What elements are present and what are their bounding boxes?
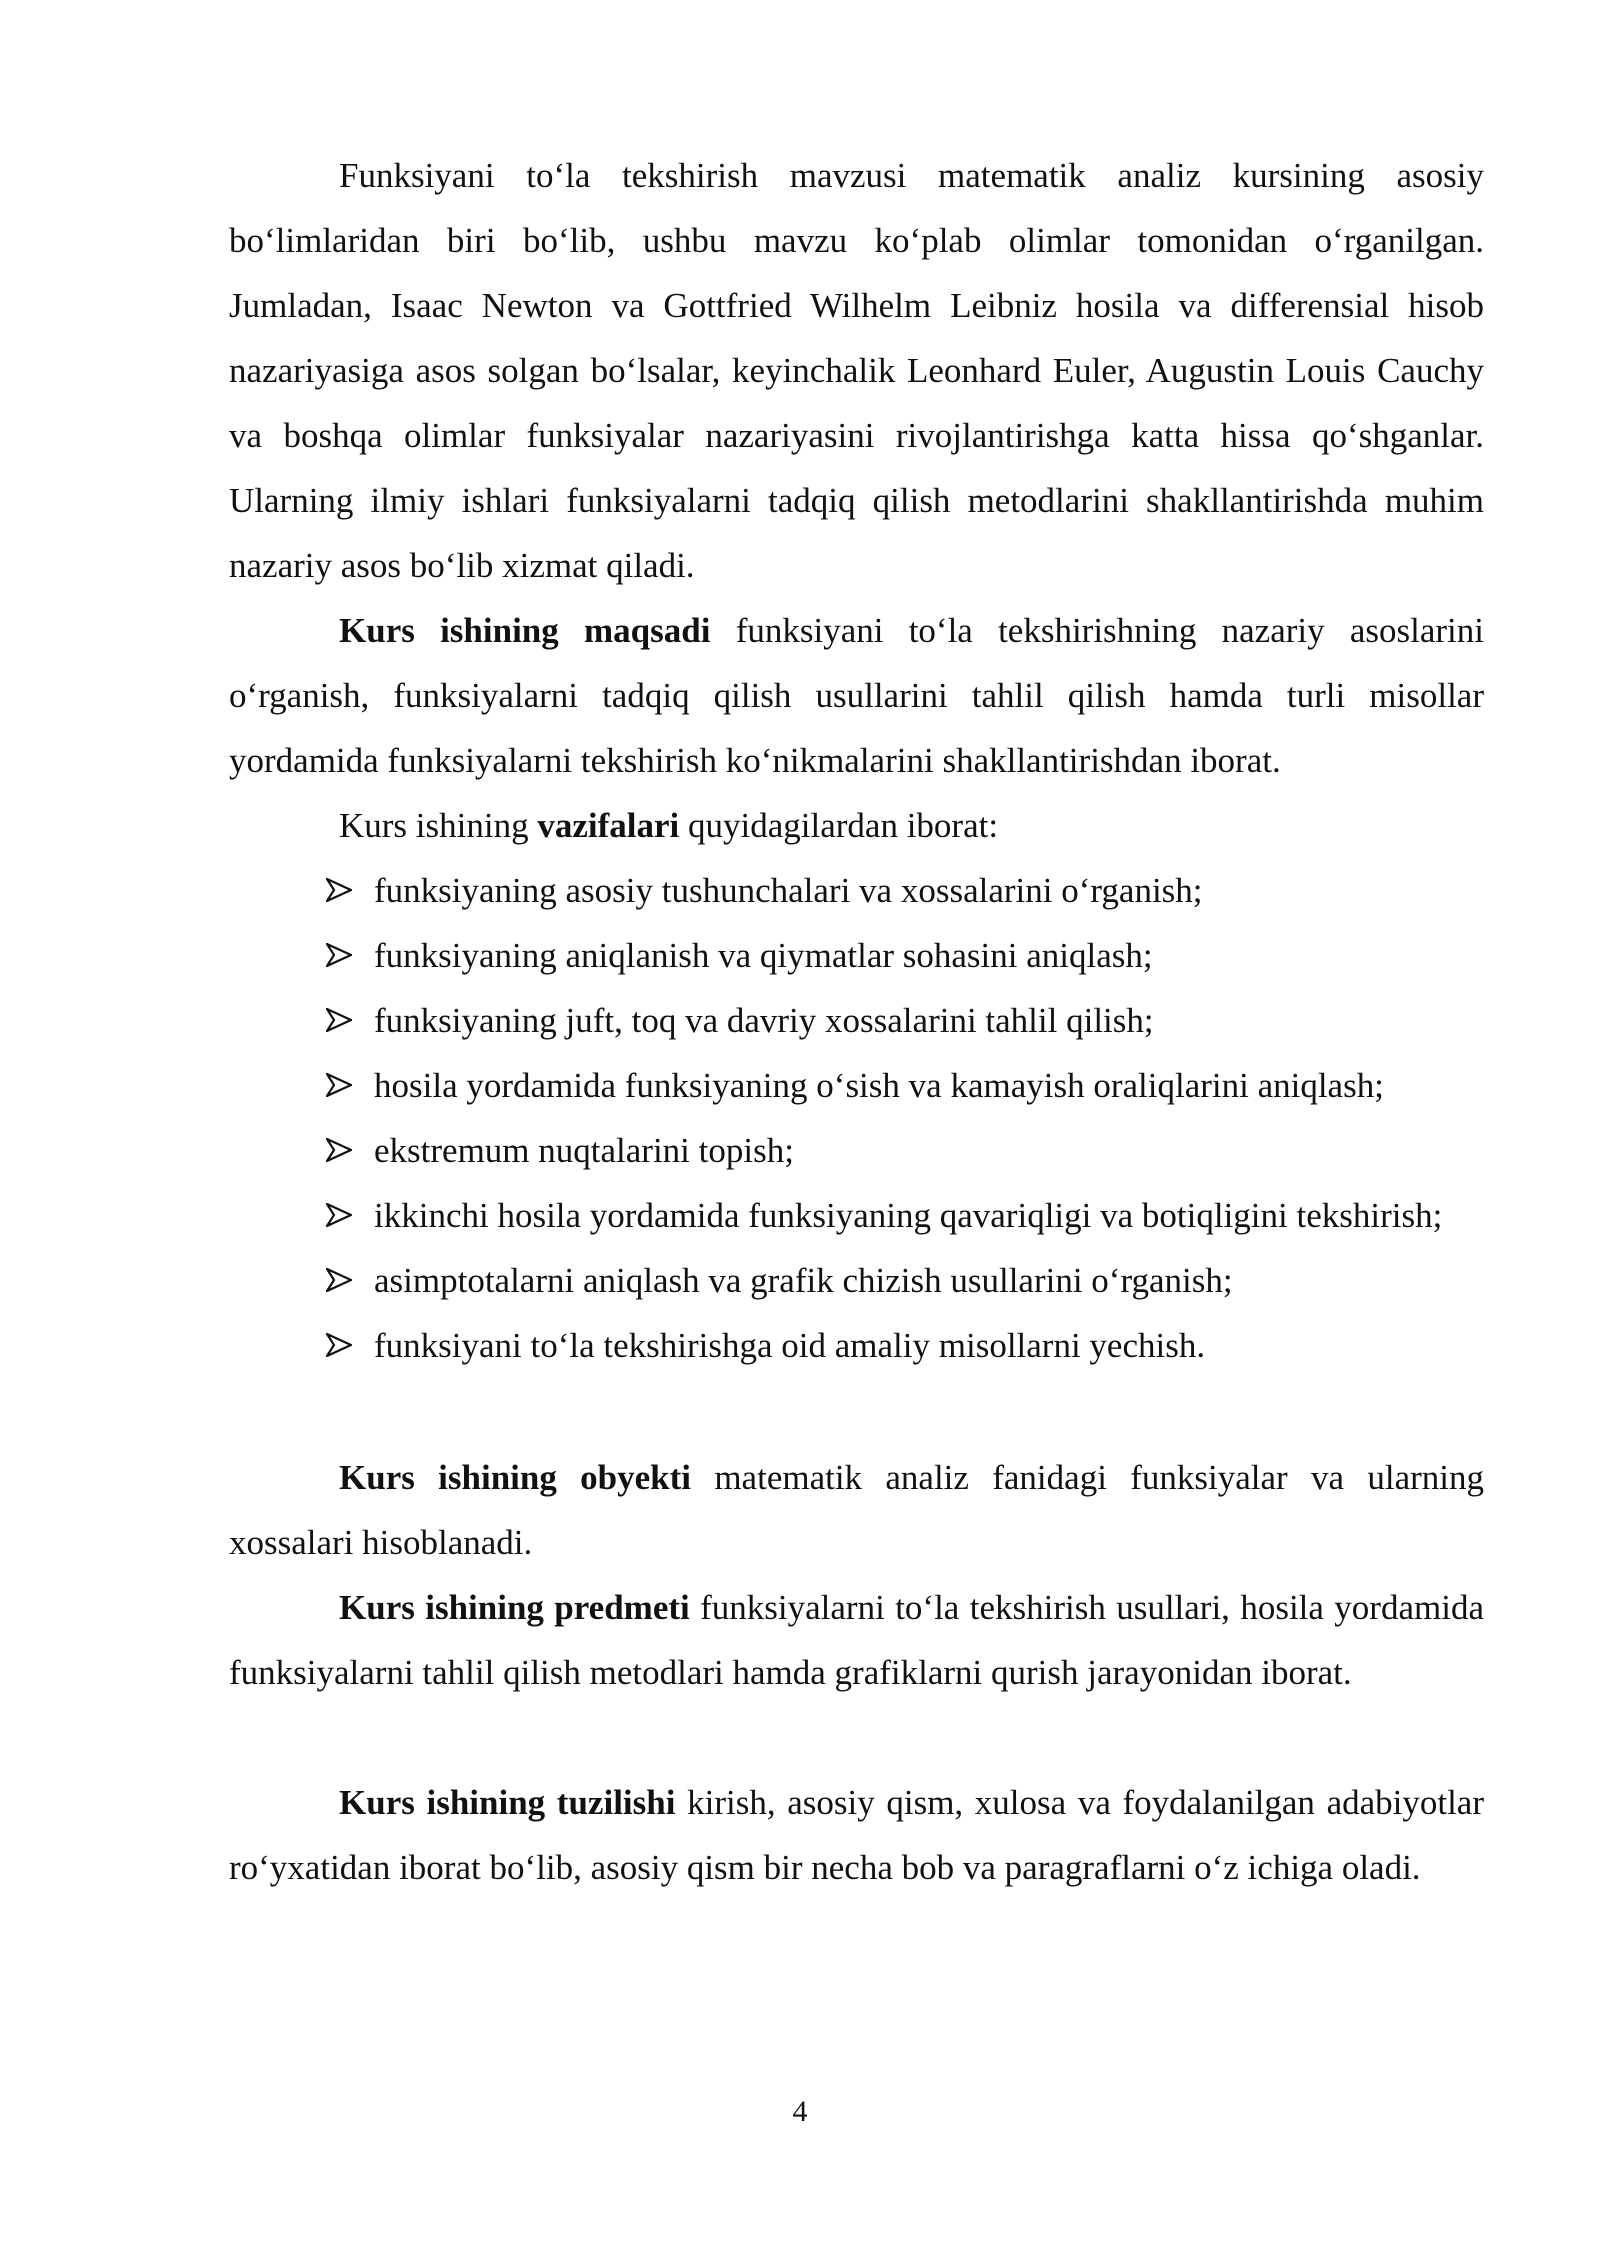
structure-heading: Kurs ishining tuzilishi: [339, 1783, 676, 1822]
subject-text: funksiyalarni to‘la tekshirish usullari, hosila yordamida funksiyalarni tahlil qilish metodlari hamda grafiklarni qurish jarayonidan iborat.: [229, 1588, 1484, 1692]
task-list-item: [229, 1248, 1484, 1313]
arrowhead-bullet-icon: [326, 1313, 358, 1378]
subject-paragraph: [229, 1575, 1484, 1705]
arrowhead-bullet-icon: [326, 1053, 358, 1118]
task-list-item: [229, 858, 1484, 923]
task-text: funksiyaning asosiy tushunchalari va xossalarini o‘rganish;: [374, 871, 1203, 910]
structure-text: kirish, asosiy qism, xulosa va foydalanilgan adabiyotlar ro‘yxatidan iborat bo‘lib, asosiy qism bir necha bob va paragraflarni o‘z ichiga oladi.: [229, 1783, 1484, 1887]
task-text: asimptotalarni aniqlash va grafik chizish usullarini o‘rganish;: [374, 1261, 1233, 1300]
tasks-intro-post: quyidagilardan iborat:: [679, 806, 999, 845]
subject-heading: Kurs ishining predmeti: [339, 1588, 690, 1627]
task-list-item: [229, 988, 1484, 1053]
goal-paragraph: [229, 598, 1484, 793]
task-list-item: [229, 1118, 1484, 1183]
task-text: funksiyaning aniqlanish va qiymatlar sohasini aniqlash;: [374, 936, 1153, 975]
task-list-item: [229, 1183, 1484, 1248]
goal-text: funksiyani to‘la tekshirishning nazariy asoslarini o‘rganish, funksiyalarni tadqiq qilish usullarini tahlil qilish hamda turli misollar yordamida funksiyalarni tekshirish ko‘nikmalarini shakllantirishdan iborat.: [229, 611, 1484, 780]
page-number: 4: [792, 2095, 808, 2128]
task-text: funksiyaning juft, toq va davriy xossalarini tahlil qilish;: [374, 1001, 1154, 1040]
arrowhead-bullet-icon: [326, 1248, 358, 1313]
object-heading: Kurs ishining obyekti: [339, 1458, 692, 1497]
task-list-item: [229, 923, 1484, 988]
intro-paragraph: Funksiyani to‘la tekshirish mavzusi matematik analiz kursining asosiy bo‘limlaridan biri bo‘lib, ushbu mavzu ko‘plab olimlar tomonidan o‘rganilgan. Jumladan, Isaac Newton va Gottfried Wilhelm Leibniz hosila va differensial hisob nazariyasiga asos solgan bo‘lsalar, keyinchalik Leonhard Euler, Augustin Louis Cauchy va boshqa olimlar funksiyalar nazariyasini rivojlantirishga katta hissa qo‘shganlar. Ularning ilmiy ishlari funksiyalarni tadqiq qilish metodlarini shakllantirishda muhim nazariy asos bo‘lib xizmat qiladi.: [229, 156, 1484, 585]
object-text: matematik analiz fanidagi funksiyalar va ularning xossalari hisoblanadi.: [229, 1458, 1484, 1562]
arrowhead-bullet-icon: [326, 1183, 358, 1248]
goal-heading: Kurs ishining maqsadi: [339, 611, 711, 650]
task-list-item: [229, 1313, 1484, 1378]
object-paragraph: [229, 1445, 1484, 1575]
task-text: ikkinchi hosila yordamida funksiyaning qavariqligi va botiqligini tekshirish;: [374, 1196, 1443, 1235]
arrowhead-bullet-icon: [326, 988, 358, 1053]
tasks-intro-paragraph: [229, 793, 1484, 858]
tasks-intro-bold: vazifalari: [537, 806, 680, 845]
tasks-list: [229, 858, 1484, 1378]
task-list-item: [229, 1053, 1484, 1118]
arrowhead-bullet-icon: [326, 1118, 358, 1183]
arrowhead-bullet-icon: [326, 923, 358, 988]
tasks-intro-pre: Kurs ishining: [339, 806, 538, 845]
task-text: ekstremum nuqtalarini topish;: [374, 1131, 794, 1170]
task-text: hosila yordamida funksiyaning o‘sish va kamayish oraliqlarini aniqlash;: [374, 1066, 1384, 1105]
arrowhead-bullet-icon: [326, 858, 358, 923]
task-text: funksiyani to‘la tekshirishga oid amaliy misollarni yechish.: [374, 1326, 1206, 1365]
structure-paragraph: [229, 1770, 1484, 1900]
